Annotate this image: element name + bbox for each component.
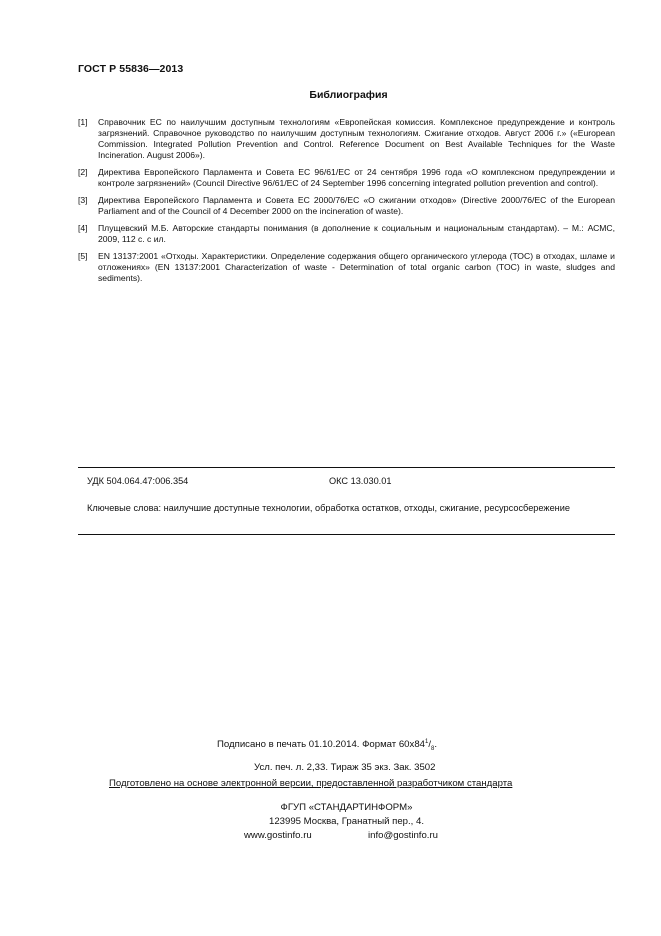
reference-item-2 <box>78 167 615 189</box>
reference-number: [2] <box>78 167 88 177</box>
reference-text: EN 13137:2001 «Отходы. Характеристики. Определение содержания общего органического углерода (ТОС) в отходах, шламе и отложениях» (EN 13137:2001 Characterization of waste - Determination of total organic carbon (TOC) in waste, sludges and sediments). <box>98 251 615 283</box>
reference-text: Директива Европейского Парламента и Совета ЕС 2000/76/ЕС «О сжигании отходов» (Directive 2000/76/EC of the European Parliament and of the Council of 4 December 2000 on the incineration of waste). <box>98 195 615 216</box>
reference-text: Плущевский М.Б. Авторские стандарты понимания (в дополнение к социальным и национальным стандартам). – М.: АСМС, 2009, 112 с. с ил. <box>98 223 615 244</box>
publisher-name: ФГУП «СТАНДАРТИНФОРМ» <box>280 802 413 813</box>
format-sub: 8 <box>431 746 435 753</box>
format-suffix: . <box>434 739 438 751</box>
prepared-note: Подготовлено на основе электронной версии, предоставленной разработчиком стандарта <box>109 778 513 789</box>
udk-code: УДК 504.064.47:006.354 <box>87 476 189 486</box>
classification-top-rule <box>78 467 615 468</box>
reference-number: [1] <box>78 117 88 127</box>
email-link[interactable]: info@gostinfo.ru <box>368 830 439 841</box>
reference-number: [4] <box>78 223 88 233</box>
website-link[interactable]: www.gostinfo.ru <box>244 830 312 841</box>
classification-bottom-rule <box>78 534 615 535</box>
signed-for-print <box>217 739 437 752</box>
reference-item-1 <box>78 117 615 161</box>
reference-text: Директива Европейского Парламента и Совета ЕС 96/61/ЕС от 24 сентября 1996 года «О комплексном предупреждении и контроле загрязнений» (Council Directive 96/61/EC of 24 September 1996 concerning integrated pollution prevention and control). <box>98 167 615 188</box>
format-sup: 1 <box>425 739 429 745</box>
reference-number: [5] <box>78 251 88 261</box>
reference-item-5 <box>78 251 615 284</box>
reference-number: [3] <box>78 195 88 205</box>
reference-text: Справочник ЕС по наилучшим доступным технологиям «Европейская комиссия. Комплексное предупреждение и контроль загрязнений. Справочное руководство по наилучшим доступным технологиям. Сжигание отходов. Август 2006 г.» («European Commission. Integrated Pollution Prevention and Control. Reference Document on Best Available Techniques for the Waste Incineration. August 2006»). <box>98 117 615 160</box>
print-info: Усл. печ. л. 2,33. Тираж 35 экз. Зак. 3502 <box>254 762 436 773</box>
reference-item-3 <box>78 195 615 217</box>
standard-code-header: ГОСТ Р 55836—2013 <box>78 63 184 75</box>
oks-code: ОКС 13.030.01 <box>329 476 392 486</box>
signed-text: Подписано в печать 01.10.2014. Формат 60х84 <box>217 739 425 751</box>
format-slash: / <box>428 739 432 751</box>
keywords: Ключевые слова: наилучшие доступные технологии, обработка остатков, отходы, сжигание, ресурсосбережение <box>87 503 570 513</box>
bibliography-list <box>78 117 615 290</box>
bibliography-title: Библиография <box>309 89 388 101</box>
reference-item-4 <box>78 223 615 245</box>
publisher-address: 123995 Москва, Гранатный пер., 4. <box>269 816 424 827</box>
